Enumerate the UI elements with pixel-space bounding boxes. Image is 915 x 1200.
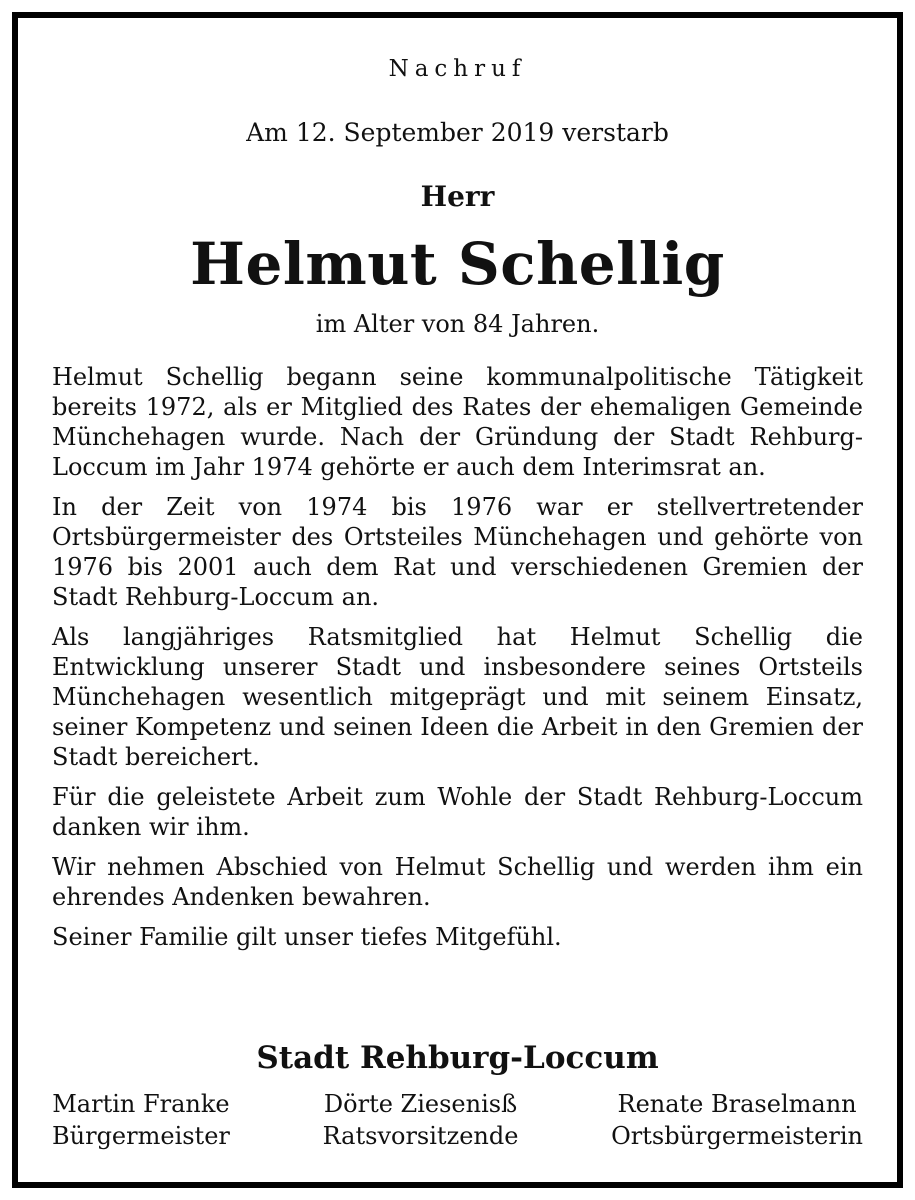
body-paragraph: Für die geleistete Arbeit zum Wohle der Stadt Rehburg-Loccum danken wir ihm. [52,783,863,841]
death-date-line: Am 12. September 2019 verstarb [246,118,669,147]
signatory-title: Bürgermeister [52,1122,230,1150]
signatory-name: Renate Braselmann [617,1090,857,1118]
body-paragraph: Wir nehmen Abschied von Helmut Schellig und werden ihm ein ehrendes Andenken bewahren. [52,853,863,911]
body-paragraph: Helmut Schellig begann seine kommunalpolitische Tätigkeit bereits 1972, als er Mitglied des Rates der ehemaligen Gemeinde Münchehagen wurde. Nach der Gründung der Stadt Rehburg-Loccum im Jahr 1974 gehörte er auch dem Interimsrat an. [52,363,863,481]
deceased-name: Helmut Schellig [190,230,725,298]
age-line: im Alter von 84 Jahren. [315,310,600,338]
obituary-body [52,362,863,962]
body-paragraph: Als langjähriges Ratsmitglied hat Helmut Schellig die Entwicklung unserer Stadt und insbesondere seines Ortsteils Münchehagen wesentlich mitgeprägt und mit seinem Einsatz, seiner Kompetenz und seinen Ideen die Arbeit in den Gremien der Stadt bereichert. [52,623,863,771]
obituary-heading: Nachruf [388,56,527,82]
signatory-name: Martin Franke [52,1090,230,1118]
signatory [323,1088,519,1152]
signatory-title: Ratsvorsitzende [322,1122,519,1150]
signatory-name: Dörte Ziesenisß [323,1090,518,1118]
signatory [611,1088,863,1152]
salutation: Herr [420,180,495,213]
signatories [52,1088,863,1152]
signatory-title: Ortsbürgermeisterin [611,1122,863,1150]
organization-name: Stadt Rehburg-Loccum [256,1040,659,1076]
body-paragraph: In der Zeit von 1974 bis 1976 war er stellvertretender Ortsbürgermeister des Ortsteiles Münchehagen und gehörte von 1976 bis 2001 auch dem Rat und verschiedenen Gremien der Stadt Rehburg-Loccum an. [52,493,863,611]
signatory [52,1088,230,1152]
obituary-frame [12,12,903,1188]
obituary-content [52,18,863,1182]
body-paragraph: Seiner Familie gilt unser tiefes Mitgefühl. [52,923,562,951]
